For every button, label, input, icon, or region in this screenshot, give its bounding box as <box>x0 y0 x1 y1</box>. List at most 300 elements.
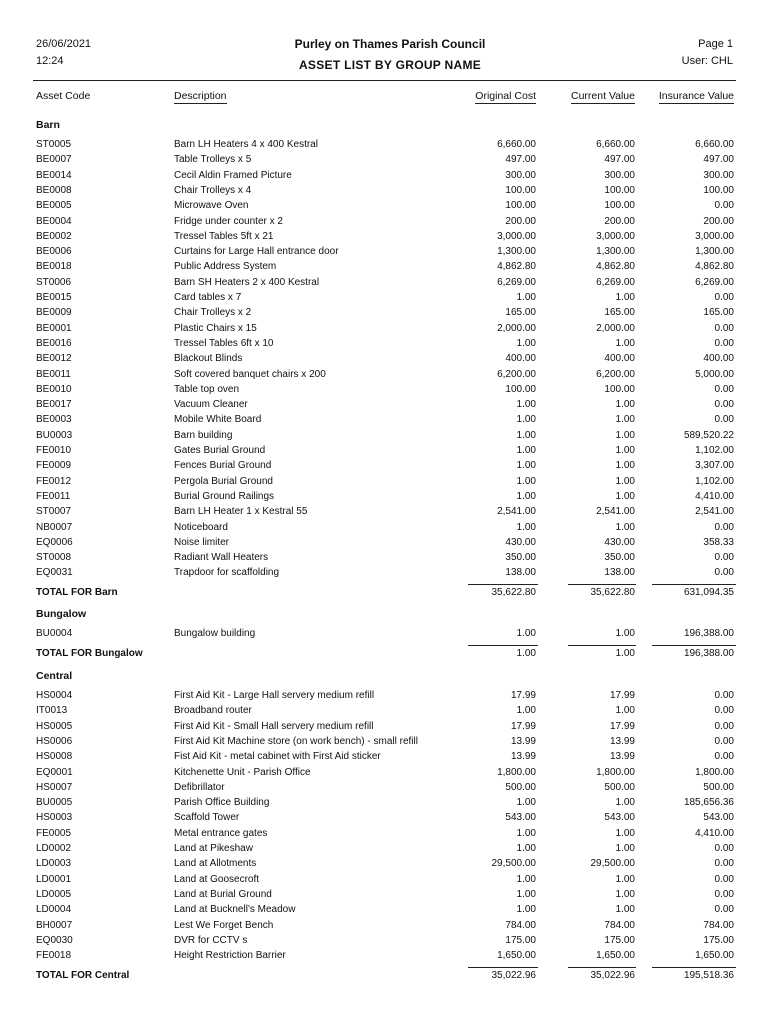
total-current-value: 35,622.80 <box>590 587 635 599</box>
original-cost: 2,000.00 <box>497 322 536 334</box>
insurance-value: 0.00 <box>714 292 734 303</box>
asset-code: ST0008 <box>36 552 72 564</box>
table-row <box>0 323 770 338</box>
asset-code: BU0004 <box>36 628 73 639</box>
original-cost: 350.00 <box>505 552 536 564</box>
current-value: 4,862.80 <box>596 261 635 273</box>
asset-description: First Aid Kit Machine store (on work bench) - small refill <box>174 735 418 747</box>
current-value: 1.00 <box>615 628 635 639</box>
insurance-value: 1,102.00 <box>695 445 734 456</box>
insurance-value: 589,520.22 <box>683 429 734 441</box>
insurance-value: 0.00 <box>714 399 734 411</box>
original-cost: 1,650.00 <box>497 950 536 962</box>
asset-code: BE0003 <box>36 414 72 426</box>
current-value: 3,000.00 <box>596 230 635 242</box>
original-cost: 1.00 <box>516 873 536 885</box>
asset-description: Pergola Burial Ground <box>174 475 273 487</box>
insurance-value: 196,388.00 <box>683 628 734 639</box>
table-row <box>0 950 770 965</box>
asset-code: BE0017 <box>36 399 72 411</box>
insurance-value: 0.00 <box>714 322 734 334</box>
table-row <box>0 812 770 827</box>
table-row <box>0 231 770 246</box>
original-cost: 3,000.00 <box>497 230 536 242</box>
current-value: 1,300.00 <box>596 246 635 258</box>
original-cost: 13.99 <box>510 735 536 747</box>
asset-description: Barn SH Heaters 2 x 400 Kestral <box>174 276 320 288</box>
total-original-cost: 35,022.96 <box>491 970 536 982</box>
asset-code: BE0001 <box>36 322 72 334</box>
column-header-original-cost: Original Cost <box>475 90 536 102</box>
asset-description: Land at Goosecroft <box>174 873 260 885</box>
organisation-name: Purley on Thames Parish Council <box>294 37 486 51</box>
table-row <box>0 292 770 307</box>
table-row <box>0 476 770 491</box>
insurance-value: 6,269.00 <box>695 276 734 288</box>
original-cost: 4,862.80 <box>497 261 536 273</box>
table-row <box>0 369 770 384</box>
original-cost: 1.00 <box>516 337 536 349</box>
current-value: 1.00 <box>615 843 635 854</box>
insurance-value: 0.00 <box>714 521 734 533</box>
asset-code: EQ0006 <box>36 536 73 548</box>
insurance-value: 543.00 <box>703 812 734 824</box>
table-row <box>0 185 770 200</box>
original-cost: 200.00 <box>505 215 536 227</box>
original-cost: 1.00 <box>516 521 536 533</box>
total-underline <box>468 584 538 585</box>
asset-description: Table Trolleys x 5 <box>174 154 252 166</box>
asset-description: Kitchenette Unit - Parish Office <box>174 766 311 778</box>
asset-code: FE0005 <box>36 827 72 839</box>
asset-description: Barn building <box>174 429 233 441</box>
current-value: 6,269.00 <box>596 276 635 288</box>
current-value: 1,650.00 <box>596 950 635 962</box>
table-row <box>0 414 770 429</box>
original-cost: 400.00 <box>505 353 536 365</box>
table-row <box>0 491 770 506</box>
asset-description: Curtains for Large Hall entrance door <box>174 246 339 258</box>
table-row <box>0 200 770 215</box>
asset-code: HS0004 <box>36 690 73 701</box>
table-row <box>0 751 770 766</box>
table-row <box>0 690 770 705</box>
table-row <box>0 445 770 460</box>
asset-description: Scaffold Tower <box>174 812 240 824</box>
original-cost: 1.00 <box>516 797 536 809</box>
original-cost: 100.00 <box>505 383 536 395</box>
total-insurance-value: 195,518.36 <box>683 970 734 982</box>
total-underline <box>468 967 538 968</box>
original-cost: 1.00 <box>516 292 536 303</box>
asset-description: Parish Office Building <box>174 797 270 809</box>
current-value: 1.00 <box>615 292 635 303</box>
asset-description: Trapdoor for scaffolding <box>174 567 280 579</box>
current-value: 1.00 <box>615 888 635 900</box>
current-value: 500.00 <box>604 781 635 793</box>
original-cost: 6,200.00 <box>497 368 536 380</box>
insurance-value: 0.00 <box>714 705 734 717</box>
asset-code: LD0005 <box>36 888 72 900</box>
original-cost: 1.00 <box>516 399 536 411</box>
original-cost: 500.00 <box>505 781 536 793</box>
table-row <box>0 154 770 169</box>
original-cost: 1.00 <box>516 475 536 487</box>
total-current-value: 1.00 <box>615 648 635 659</box>
table-row <box>0 246 770 261</box>
asset-description: Lest We Forget Bench <box>174 919 274 931</box>
current-value: 29,500.00 <box>590 858 635 870</box>
asset-code: LD0004 <box>36 904 72 916</box>
current-value: 400.00 <box>604 353 635 365</box>
table-row <box>0 170 770 185</box>
asset-description: Table top oven <box>174 383 240 395</box>
asset-description: Soft covered banquet chairs x 200 <box>174 368 326 380</box>
insurance-value: 4,410.00 <box>695 827 734 839</box>
asset-description: Defibrillator <box>174 781 225 793</box>
total-original-cost: 1.00 <box>516 648 536 659</box>
original-cost: 100.00 <box>505 184 536 196</box>
insurance-value: 0.00 <box>714 690 734 701</box>
original-cost: 13.99 <box>510 751 536 763</box>
insurance-value: 784.00 <box>703 919 734 931</box>
asset-description: Fridge under counter x 2 <box>174 215 283 227</box>
asset-description: DVR for CCTV s <box>174 934 248 946</box>
table-row <box>0 537 770 552</box>
current-value: 200.00 <box>604 215 635 227</box>
asset-code: BE0002 <box>36 230 72 242</box>
current-value: 138.00 <box>604 567 635 579</box>
current-value: 1.00 <box>615 475 635 487</box>
current-value: 1.00 <box>615 827 635 839</box>
table-row <box>0 721 770 736</box>
table-row <box>0 522 770 537</box>
asset-code: BE0014 <box>36 169 72 181</box>
insurance-value: 0.00 <box>714 904 734 916</box>
original-cost: 1.00 <box>516 628 536 639</box>
original-cost: 543.00 <box>505 812 536 824</box>
original-cost: 1.00 <box>516 705 536 717</box>
original-cost: 784.00 <box>505 919 536 931</box>
insurance-value: 0.00 <box>714 552 734 564</box>
asset-description: First Aid Kit - Small Hall servery medium refill <box>174 720 374 732</box>
asset-description: Broadband router <box>174 705 252 717</box>
current-value: 1.00 <box>615 337 635 349</box>
asset-description: Chair Trolleys x 4 <box>174 184 252 196</box>
asset-code: BE0016 <box>36 337 72 349</box>
table-row <box>0 567 770 582</box>
table-row <box>0 889 770 904</box>
asset-code: HS0006 <box>36 735 73 747</box>
asset-code: HS0005 <box>36 720 73 732</box>
current-value: 165.00 <box>604 307 635 319</box>
table-row <box>0 430 770 445</box>
asset-description: Land at Bucknell's Meadow <box>174 904 296 916</box>
asset-code: BH0007 <box>36 919 73 931</box>
insurance-value: 3,307.00 <box>695 460 734 472</box>
asset-description: Card tables x 7 <box>174 292 242 303</box>
asset-description: Barn LH Heater 1 x Kestral 55 <box>174 506 308 518</box>
table-row <box>0 920 770 935</box>
original-cost: 1.00 <box>516 414 536 426</box>
original-cost: 1,800.00 <box>497 766 536 778</box>
table-row <box>0 705 770 720</box>
asset-code: EQ0031 <box>36 567 73 579</box>
table-row <box>0 858 770 873</box>
asset-code: BU0003 <box>36 429 73 441</box>
asset-description: Gates Burial Ground <box>174 445 266 456</box>
asset-description: Tressel Tables 5ft x 21 <box>174 230 274 242</box>
insurance-value: 0.00 <box>714 888 734 900</box>
original-cost: 1.00 <box>516 460 536 472</box>
asset-code: ST0007 <box>36 506 72 518</box>
current-value: 13.99 <box>609 735 635 747</box>
report-date: 26/06/2021 <box>36 38 92 50</box>
asset-code: HS0003 <box>36 812 73 824</box>
table-row <box>0 828 770 843</box>
asset-code: BE0008 <box>36 184 72 196</box>
current-value: 100.00 <box>604 200 635 212</box>
asset-description: Land at Allotments <box>174 858 257 870</box>
total-underline <box>468 645 538 646</box>
group-heading: Central <box>36 670 73 682</box>
total-insurance-value: 631,094.35 <box>683 587 734 599</box>
asset-description: Burial Ground Railings <box>174 490 275 502</box>
table-row <box>0 904 770 919</box>
original-cost: 138.00 <box>505 567 536 579</box>
insurance-value: 0.00 <box>714 414 734 426</box>
asset-code: BE0011 <box>36 368 71 380</box>
insurance-value: 0.00 <box>714 735 734 747</box>
asset-code: BE0006 <box>36 246 72 258</box>
table-row <box>0 307 770 322</box>
total-insurance-value: 196,388.00 <box>683 648 734 659</box>
asset-code: IT0013 <box>36 705 68 717</box>
original-cost: 430.00 <box>505 536 536 548</box>
report-time: 12:24 <box>36 55 64 67</box>
group-total-label: TOTAL FOR Bungalow <box>36 648 143 659</box>
asset-description: Plastic Chairs x 15 <box>174 322 257 334</box>
column-header-description: Description <box>174 90 227 102</box>
insurance-value: 0.00 <box>714 843 734 854</box>
asset-description: Radiant Wall Heaters <box>174 552 269 564</box>
insurance-value: 175.00 <box>703 934 734 946</box>
table-row <box>0 552 770 567</box>
asset-code: FE0009 <box>36 460 72 472</box>
original-cost: 1,300.00 <box>497 246 536 258</box>
asset-code: FE0011 <box>36 490 71 502</box>
total-underline <box>652 967 736 968</box>
current-value: 1,800.00 <box>596 766 635 778</box>
insurance-value: 165.00 <box>703 307 734 319</box>
table-row <box>0 399 770 414</box>
insurance-value: 0.00 <box>714 567 734 579</box>
asset-code: LD0001 <box>36 873 72 885</box>
current-value: 543.00 <box>604 812 635 824</box>
insurance-value: 0.00 <box>714 720 734 732</box>
group-heading: Barn <box>36 119 60 131</box>
table-row <box>0 384 770 399</box>
current-value: 1.00 <box>615 399 635 411</box>
asset-description: Noise limiter <box>174 536 230 548</box>
current-value: 1.00 <box>615 705 635 717</box>
asset-description: First Aid Kit - Large Hall servery medium refill <box>174 690 375 701</box>
asset-description: Blackout Blinds <box>174 353 243 365</box>
current-value: 1.00 <box>615 873 635 885</box>
current-value: 430.00 <box>604 536 635 548</box>
table-row <box>0 874 770 889</box>
insurance-value: 200.00 <box>703 215 734 227</box>
current-value: 1.00 <box>615 460 635 472</box>
table-row <box>0 628 770 643</box>
total-underline <box>568 645 636 646</box>
asset-description: Fences Burial Ground <box>174 460 272 472</box>
asset-code: LD0002 <box>36 843 72 854</box>
table-row <box>0 843 770 858</box>
insurance-value: 1,800.00 <box>695 766 734 778</box>
asset-code: BE0004 <box>36 215 72 227</box>
current-value: 17.99 <box>609 690 635 701</box>
current-value: 1.00 <box>615 429 635 441</box>
current-value: 300.00 <box>604 169 635 181</box>
asset-code: ST0005 <box>36 139 72 150</box>
insurance-value: 0.00 <box>714 200 734 212</box>
original-cost: 497.00 <box>505 154 536 166</box>
asset-description: Noticeboard <box>174 521 228 533</box>
insurance-value: 500.00 <box>703 781 734 793</box>
table-row <box>0 216 770 231</box>
original-cost: 1.00 <box>516 490 536 502</box>
header-divider <box>33 80 736 81</box>
original-cost: 6,269.00 <box>497 276 536 288</box>
total-underline <box>568 584 636 585</box>
current-value: 100.00 <box>604 184 635 196</box>
asset-description: Barn LH Heaters 4 x 400 Kestral <box>174 139 318 150</box>
asset-description: Metal entrance gates <box>174 827 268 839</box>
asset-code: BE0007 <box>36 154 72 166</box>
asset-code: BE0010 <box>36 383 72 395</box>
group-total-label: TOTAL FOR Barn <box>36 587 118 599</box>
insurance-value: 497.00 <box>703 154 734 166</box>
column-header-asset-code: Asset Code <box>36 90 91 102</box>
asset-code: ST0006 <box>36 276 72 288</box>
asset-code: HS0008 <box>36 751 73 763</box>
current-value: 784.00 <box>604 919 635 931</box>
original-cost: 1.00 <box>516 445 536 456</box>
insurance-value: 4,862.80 <box>695 261 734 273</box>
asset-description: Chair Trolleys x 2 <box>174 307 252 319</box>
original-cost: 1.00 <box>516 843 536 854</box>
original-cost: 1.00 <box>516 888 536 900</box>
total-underline <box>652 645 736 646</box>
asset-code: LD0003 <box>36 858 72 870</box>
insurance-value: 3,000.00 <box>695 230 734 242</box>
table-row <box>0 797 770 812</box>
asset-code: BE0012 <box>36 353 72 365</box>
insurance-value: 300.00 <box>703 169 734 181</box>
asset-description: Cecil Aldin Framed Picture <box>174 169 292 181</box>
asset-code: BE0015 <box>36 292 72 303</box>
asset-code: FE0010 <box>36 445 72 456</box>
asset-code: EQ0001 <box>36 766 73 778</box>
asset-code: BU0005 <box>36 797 73 809</box>
original-cost: 165.00 <box>505 307 536 319</box>
current-value: 1.00 <box>615 904 635 916</box>
page-number: Page 1 <box>698 38 733 50</box>
asset-code: BE0005 <box>36 200 72 212</box>
asset-code: BE0018 <box>36 261 72 273</box>
current-value: 13.99 <box>609 751 635 763</box>
current-value: 175.00 <box>604 934 635 946</box>
table-row <box>0 736 770 751</box>
total-underline <box>652 584 736 585</box>
insurance-value: 6,660.00 <box>695 139 734 150</box>
original-cost: 6,660.00 <box>497 139 536 150</box>
table-row <box>0 782 770 797</box>
original-cost: 29,500.00 <box>491 858 536 870</box>
table-row <box>0 338 770 353</box>
asset-description: Public Address System <box>174 261 277 273</box>
current-value: 17.99 <box>609 720 635 732</box>
original-cost: 17.99 <box>510 720 536 732</box>
asset-description: Land at Pikeshaw <box>174 843 253 854</box>
insurance-value: 2,541.00 <box>695 506 734 518</box>
report-title: ASSET LIST BY GROUP NAME <box>298 58 482 72</box>
asset-description: Fist Aid Kit - metal cabinet with First Aid sticker <box>174 751 381 763</box>
current-value: 1.00 <box>615 445 635 456</box>
table-row <box>0 460 770 475</box>
insurance-value: 1,300.00 <box>695 246 734 258</box>
original-cost: 1.00 <box>516 429 536 441</box>
current-value: 497.00 <box>604 154 635 166</box>
original-cost: 2,541.00 <box>497 506 536 518</box>
group-heading: Bungalow <box>36 608 87 620</box>
asset-code: HS0007 <box>36 781 73 793</box>
current-value: 6,200.00 <box>596 368 635 380</box>
asset-code: EQ0030 <box>36 934 73 946</box>
asset-code: BE0009 <box>36 307 72 319</box>
current-value: 100.00 <box>604 383 635 395</box>
asset-code: FE0012 <box>36 475 72 487</box>
insurance-value: 0.00 <box>714 873 734 885</box>
current-value: 1.00 <box>615 490 635 502</box>
asset-description: Land at Burial Ground <box>174 888 272 900</box>
insurance-value: 100.00 <box>703 184 734 196</box>
total-underline <box>568 967 636 968</box>
current-value: 1.00 <box>615 414 635 426</box>
asset-description: Microwave Oven <box>174 200 249 212</box>
column-header-insurance-value: Insurance Value <box>658 90 734 102</box>
insurance-value: 1,102.00 <box>695 475 734 487</box>
asset-code: NB0007 <box>36 521 73 533</box>
insurance-value: 185,656.36 <box>683 797 734 809</box>
group-total-label: TOTAL FOR Central <box>36 970 130 982</box>
total-original-cost: 35,622.80 <box>491 587 536 599</box>
original-cost: 300.00 <box>505 169 536 181</box>
current-value: 1.00 <box>615 797 635 809</box>
insurance-value: 0.00 <box>714 751 734 763</box>
insurance-value: 0.00 <box>714 383 734 395</box>
original-cost: 1.00 <box>516 904 536 916</box>
current-value: 2,541.00 <box>596 506 635 518</box>
table-row <box>0 139 770 154</box>
asset-code: FE0018 <box>36 950 72 962</box>
asset-description: Vacuum Cleaner <box>174 399 248 411</box>
table-row <box>0 353 770 368</box>
insurance-value: 4,410.00 <box>695 490 734 502</box>
insurance-value: 5,000.00 <box>695 368 734 380</box>
table-row <box>0 277 770 292</box>
